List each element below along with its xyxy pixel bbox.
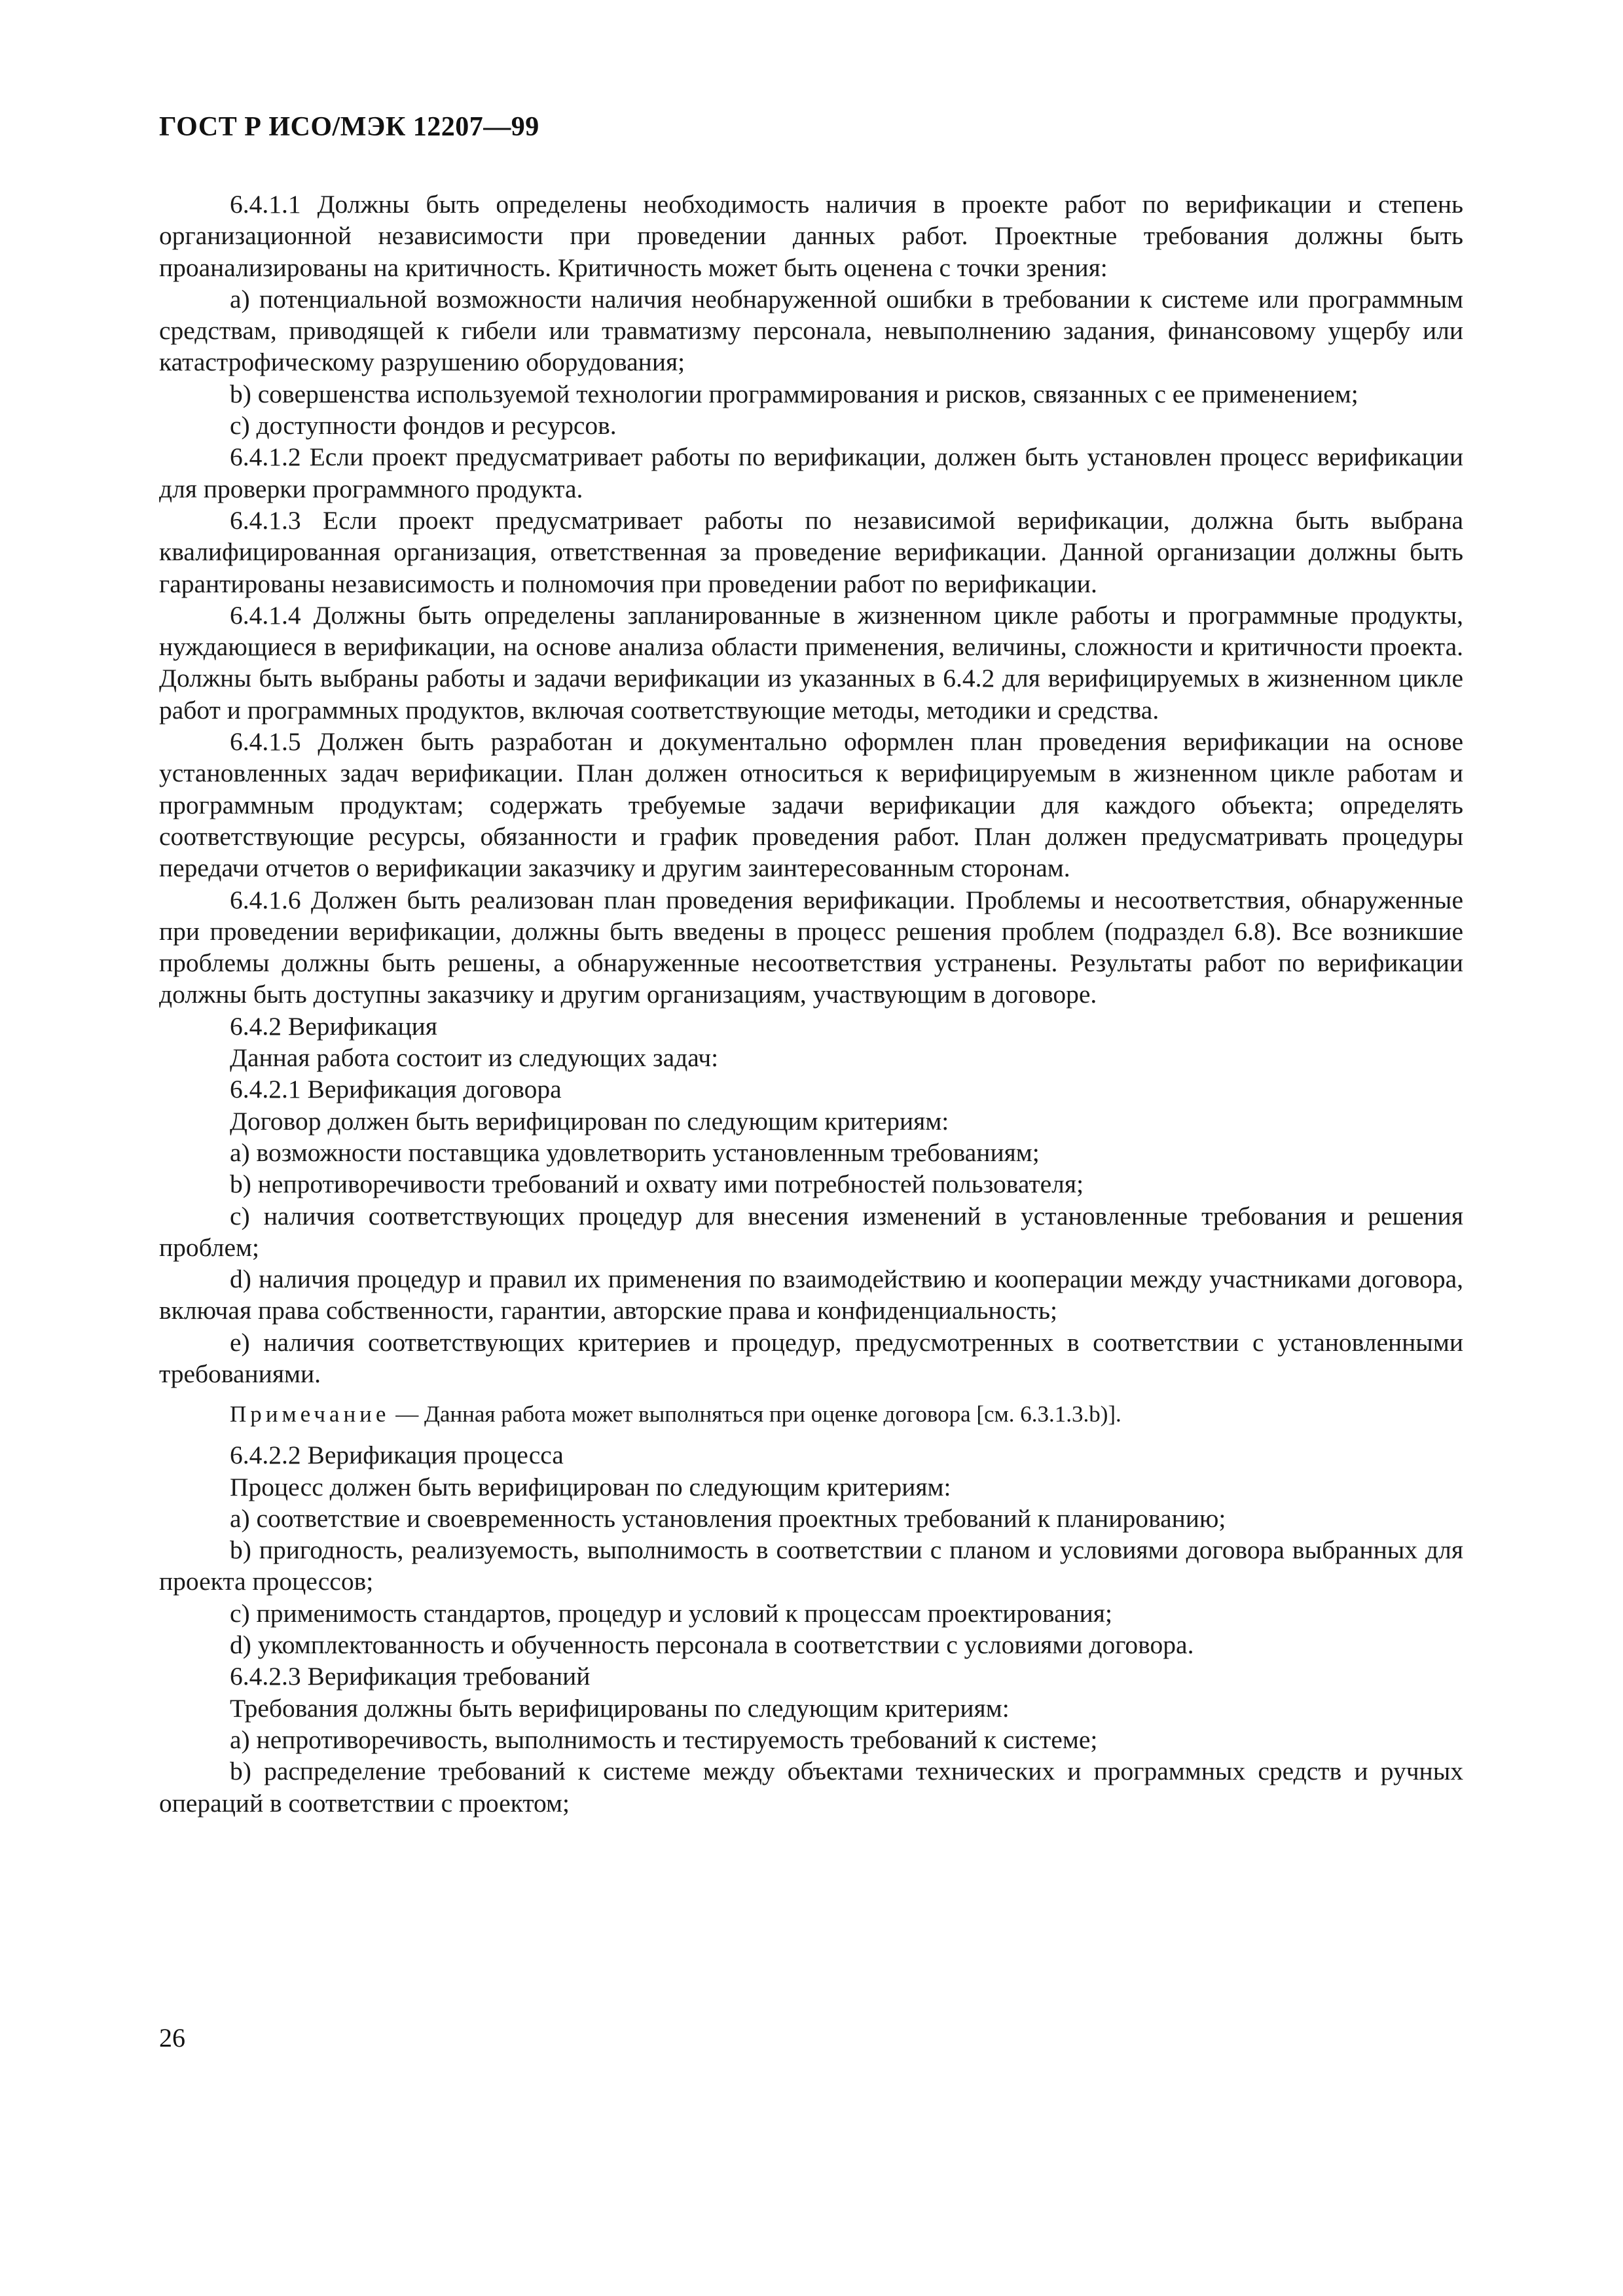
list-item: d) укомплектованность и обученность персонала в соответствии с условиями договора. [230,1630,1194,1660]
subsection-heading: 6.4.2.1 Верификация договора [230,1075,562,1104]
section-heading: 6.4.2 Верификация [230,1011,437,1041]
list-item: b) пригодность, реализуемость, выполнимость в соответствии с планом и условиями договора выбранных для проекта процессов; [159,1535,1463,1596]
paragraph: Данная работа состоит из следующих задач: [230,1043,719,1073]
paragraph: c) доступности фондов и ресурсов. [230,411,617,440]
paragraph: а) потенциальной возможности наличия необнаруженной ошибки в требовании к системе или программным средствам, приводящей к гибели или травматизму персонала, невыполнению задания, финансовому ущербу или катастрофическому разрушению оборудования; [159,284,1463,377]
subsection-heading: 6.4.2.2 Верификация процесса [230,1441,564,1470]
list-item: d) наличия процедур и правил их применения по взаимодействию и кооперации между участниками договора, включая права собственности, гарантии, авторские права и конфиденциальность; [159,1265,1463,1325]
paragraph: 6.4.1.5 Должен быть разработан и документально оформлен план проведения верификации на основе установленных задач верификации. План должен относиться к верифицируемым в жизненном цикле работам и программным продуктам; содержать требуемые задачи верификации для каждого объекта; определять соответствующие ресурсы, обязанности и график проведения работ. План должен предусматривать процедуры передачи отчетов о верификации заказчику и другим заинтересованным сторонам. [159,727,1463,883]
paragraph: 6.4.1.3 Если проект предусматривает работы по независимой верификации, должна быть выбрана квалифицированная организация, ответственная за проведение верификации. Данной организации должны быть гарантированы независимость и полномочия при проведении работ по верификации. [159,505,1463,598]
paragraph: b) совершенства используемой технологии программирования и рисков, связанных с ее применением; [230,379,1359,408]
list-item: e) наличия соответствующих критериев и процедур, предусмотренных в соответствии с установленными требованиями. [159,1327,1463,1388]
paragraph: 6.4.1.1 Должны быть определены необходимость наличия в проекте работ по верификации и степень организационной независимости при проведении данных работ. Проектные требования должны быть проанализированы на критичность. Критичность может быть оценена с точки зрения: [159,190,1463,282]
subsection-heading: 6.4.2.3 Верификация требований [230,1662,591,1691]
list-item: a) возможности поставщика удовлетворить установленным требованиям; [230,1138,1040,1167]
list-item: b) непротиворечивости требований и охвату ими потребностей пользователя; [230,1170,1084,1199]
list-item: a) непротиворечивость, выполнимость и тестируемость требований к системе; [230,1725,1098,1754]
paragraph: Требования должны быть верифицированы по следующим критериям: [230,1693,1010,1723]
paragraph: Договор должен быть верифицирован по следующим критериям: [230,1106,949,1136]
list-item: b) распределение требований к системе между объектами технических и программных средств и ручных операций в соответствии с проектом; [159,1757,1463,1818]
page-number: 26 [159,2023,185,2053]
list-item: c) наличия соответствующих процедур для внесения изменений в установленные требования и решения проблем; [159,1201,1463,1262]
note-text: — Данная работа может выполняться при оценке договора [см. 6.3.1.3.b)]. [390,1401,1122,1427]
document-body [159,188,1463,1819]
paragraph: 6.4.1.4 Должны быть определены запланированные в жизненном цикле работы и программные продукты, нуждающиеся в верификации, на основе анализа области применения, величины, сложности и критичности проекта. Должны быть выбраны работы и задачи верификации из указанных в 6.4.2 для верифицируемых в жизненном цикле работ и программных продуктов, включая соответствующие методы, методики и средства. [159,600,1463,725]
document-header: ГОСТ Р ИСО/МЭК 12207—99 [159,112,539,142]
note-label: Примечание [230,1401,390,1427]
paragraph: 6.4.1.6 Должен быть реализован план проведения верификации. Проблемы и несоответствия, обнаруженные при проведении верификации, должны быть введены в процесс решения проблем (подраздел 6.8). Все возникшие проблемы должны быть решены, а обнаруженные несоответствия устранены. Результаты работ по верификации должны быть доступны заказчику и другим организациям, участвующим в договоре. [159,885,1463,1009]
note [159,1399,1463,1430]
paragraph: Процесс должен быть верифицирован по следующим критериям: [230,1472,951,1501]
list-item: a) соответствие и своевременность установления проектных требований к планированию; [230,1503,1226,1533]
list-item: c) применимость стандартов, процедур и условий к процессам проектирования; [230,1598,1112,1628]
paragraph: 6.4.1.2 Если проект предусматривает работы по верификации, должен быть установлен процесс верификации для проверки программного продукта. [159,442,1463,503]
